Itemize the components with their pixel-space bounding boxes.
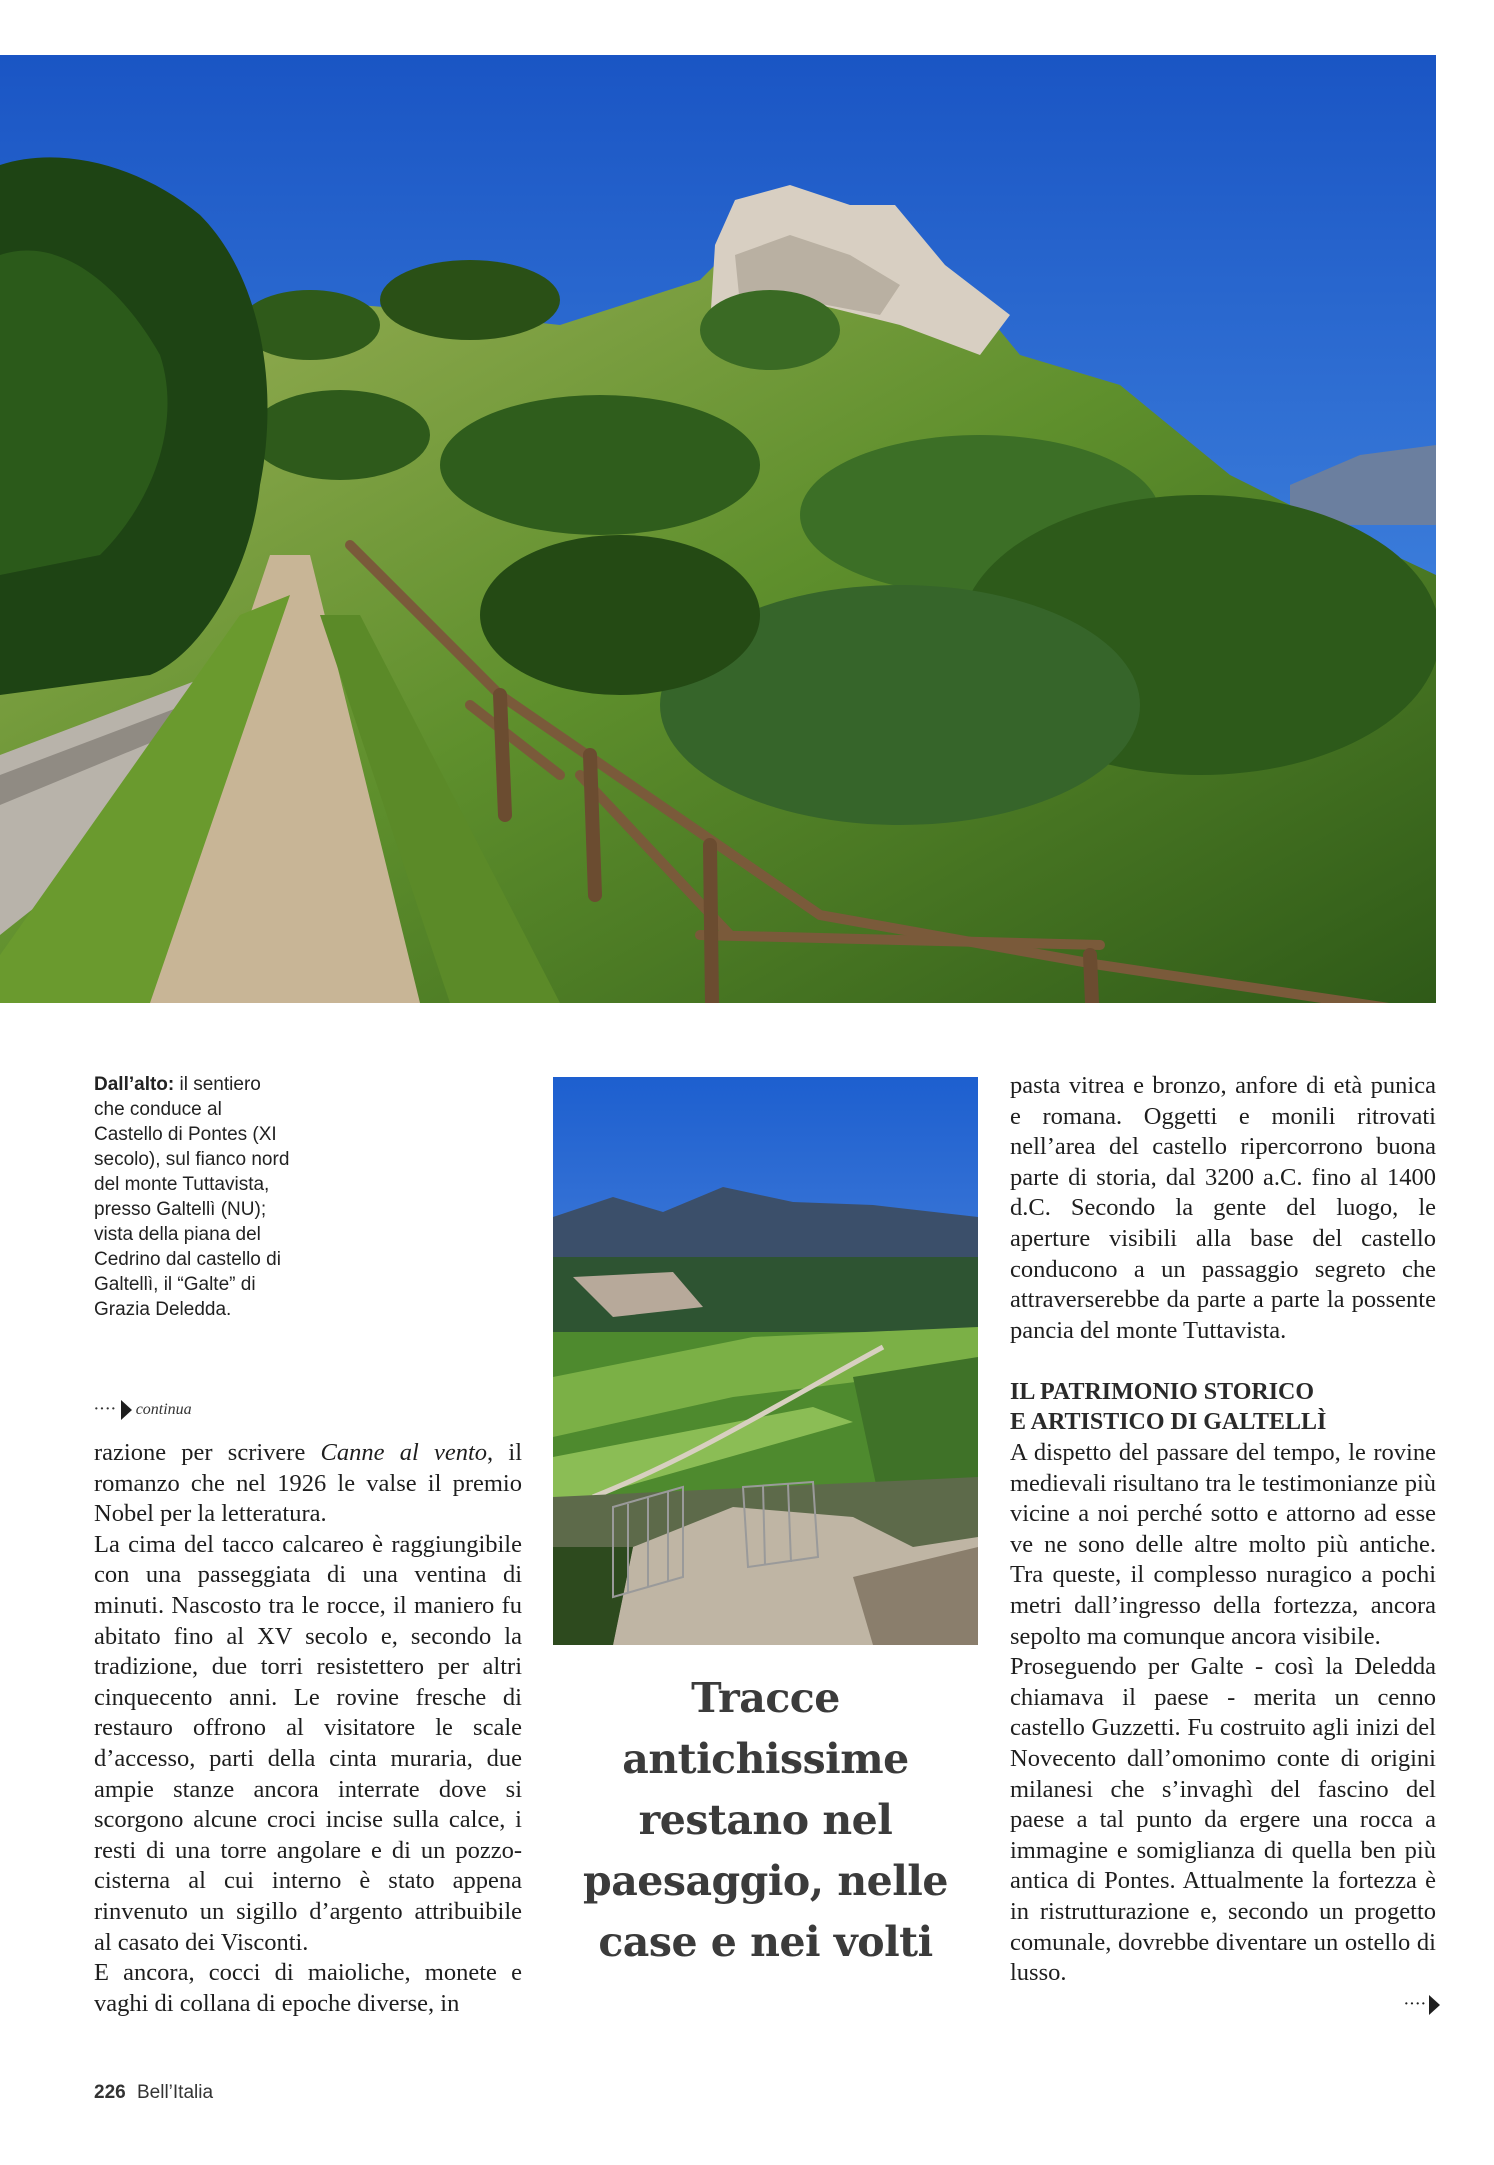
page-number: 226 [94,2082,126,2103]
caption-lead: Dall’alto: [94,1074,175,1095]
paragraph: A dispetto del passare del tempo, le rovine medievali risultano tra le testimonianze più vicine a noi perché sotto e attorno ad esse ve ne sono delle altre molto più antiche. Tra queste, il complesso nuragico a pochi metri dall’ingresso della fortezza, ancora sepolto ma comunque ancora visibile. [1010,1439,1436,1650]
continua-marker [94,1400,192,1420]
article-column-3-bottom [1010,1438,1436,1989]
inset-photo-cedrino-plain [553,1077,978,1645]
subheading-line: IL PATRIMONIO STORICO [1010,1379,1315,1405]
book-title: Canne al vento [320,1439,488,1466]
paragraph: E ancora, cocci di maioliche, monete e vaghi di collana di epoche diverse, in [94,1959,522,2017]
section-subheading [1010,1377,1436,1437]
castle-path-illustration [0,55,1436,1003]
article-column-1 [94,1438,522,2019]
paragraph [94,1438,522,1530]
paragraph: La cima del tacco calcareo è raggiungibile con una passeggiata di una ventina di minuti. Nascosto tra le rocce, il maniero fu abitato fino al XV secolo e, secondo la tradizione, due torri resistettero per altri cinquecento anni. Le rovine fresche di restauro offrono al visitatore le scale d’accesso, parti della cinta muraria, due ampie stanze ancora interrate dove si scorgono alcune croci incise sulla calce, i resti di una torre angolare e di un pozzo-cisterna al cui interno è stato appena rinvenuto un sigillo d’argento attribuibile al casato dei Visconti. [94,1530,522,1956]
dots-icon: ···· [1404,1997,1427,2012]
pull-quote: Tracce antichissime restano nel paesaggio, nelle case e nei volti [583,1674,948,1966]
dots-icon: ···· [94,1402,117,1417]
arrow-right-icon [1429,1995,1440,2015]
article-column-3-top [1010,1071,1436,1346]
subheading-line: E ARTISTICO DI GALTELLÌ [1010,1409,1327,1435]
valley-view-illustration [553,1077,978,1645]
hero-photo-castle-path [0,55,1436,1003]
text-run: razione per scrivere [94,1439,321,1466]
paragraph: Proseguendo per Galte - così la Deledda chiamava il paese - merita un cenno castello Guzzetti. Fu costruito agli inizi del Novecento dall’omonimo conte di origini milanesi che s’invaghì del fascino del paese a tal punto da ergere una rocca a immagine e somiglianza di quella ben più antica di Pontes. Attualmente la fortezza è in ristrutturazione e, secondo un progetto comunale, dovrebbe diventare un ostello di lusso. [1010,1653,1436,1987]
magazine-name: Bell’Italia [136,2082,214,2103]
continua-label: continua [135,1401,192,1418]
continues-next-page-marker [1404,1995,1440,2015]
photo-caption [94,1072,294,1322]
text-run: , il romanzo che nel 1926 le valse il premio Nobel per la letteratura. [94,1439,522,1528]
caption-text: il sentiero che conduce al Castello di Pontes (XI secolo), sul fianco nord del monte Tuttavista, presso Galtellì (NU); vista della piana del Cedrino dal castello di Galtellì, il “Galte” di Grazia Deledda. [94,1074,290,1320]
paragraph: pasta vitrea e bronzo, anfore di età punica e romana. Oggetti e monili ritrovati nell’area del castello ripercorrono buona parte di storia, dal 3200 a.C. fino al 1400 d.C. Secondo la gente del luogo, le aperture visibili alla base del castello conducono a un passaggio segreto che attraverserebbe da parte a parte la possente pancia del monte Tuttavista. [1010,1072,1436,1344]
page-footer [94,2082,213,2104]
arrow-right-icon [121,1400,132,1420]
